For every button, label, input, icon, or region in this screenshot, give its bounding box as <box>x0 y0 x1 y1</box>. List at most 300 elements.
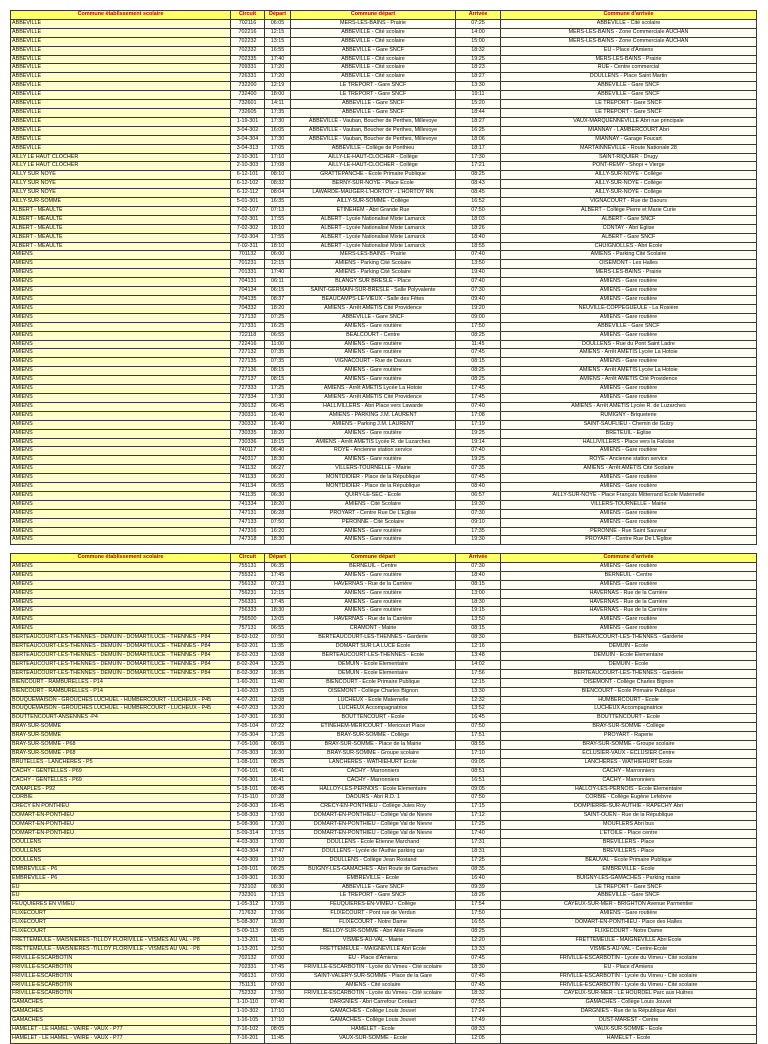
arrival-time-cell: 07:55 <box>456 999 501 1008</box>
departure-time-cell: 07:23 <box>265 580 291 589</box>
circuit-cell: 730332 <box>231 420 265 429</box>
arrival-commune-cell: FLIXECOURT - Notre Dame <box>501 928 757 937</box>
arrival-commune-cell: BEAUVAL - Ecole Primaire Publique <box>501 856 757 865</box>
arrival-time-cell: 17:25 <box>456 821 501 830</box>
table-row <box>11 660 757 669</box>
table-row <box>11 296 757 305</box>
departure-commune-cell: ABBEVILLE - Vauban, Boucher de Perthes, Millevoye <box>291 135 456 144</box>
table-row <box>11 919 757 928</box>
table-row <box>11 82 757 91</box>
arrival-time-cell: 14:00 <box>456 28 501 37</box>
table-row <box>11 349 757 358</box>
arrival-commune-cell: BUIGNY-LES-GAMACHES - Parking mairie <box>501 874 757 883</box>
circuit-cell: 3-04-304 <box>231 135 265 144</box>
arrival-commune-cell: ABBEVILLE - Gare SNCF <box>501 91 757 100</box>
departure-time-cell: 08:10 <box>265 171 291 180</box>
arrival-commune-cell: ALBERT - Gare SNCF <box>501 233 757 242</box>
circuit-cell: 756500 <box>231 616 265 625</box>
column-header: Commune d'arrivée <box>501 554 757 563</box>
arrival-time-cell: 19:25 <box>456 456 501 465</box>
departure-time-cell: 18:15 <box>265 438 291 447</box>
arrival-time-cell: 08:15 <box>456 580 501 589</box>
circuit-cell: 741132 <box>231 465 265 474</box>
circuit-cell: 702116 <box>231 19 265 28</box>
table-row <box>11 928 757 937</box>
arrival-time-cell: 17:51 <box>456 732 501 741</box>
circuit-cell: 1-08-101 <box>231 758 265 767</box>
circuit-cell: 1-13-201 <box>231 936 265 945</box>
school-commune-cell: ABBEVILLE <box>11 37 231 46</box>
departure-commune-cell: SAINT-VALERY-SUR-SOMME - Place de la Gare <box>291 972 456 981</box>
circuit-cell: 701331 <box>231 269 265 278</box>
departure-time-cell: 12:15 <box>265 28 291 37</box>
table-row <box>11 741 757 750</box>
departure-commune-cell: AMIENS - Cité Scolaire <box>291 500 456 509</box>
circuit-cell: 2-10-301 <box>231 153 265 162</box>
table-row <box>11 269 757 278</box>
departure-time-cell: 16:40 <box>265 420 291 429</box>
arrival-time-cell: 09:40 <box>456 296 501 305</box>
circuit-cell: 730132 <box>231 402 265 411</box>
arrival-commune-cell: AMIENS - Gare routière <box>501 474 757 483</box>
table-row <box>11 46 757 55</box>
school-commune-cell: BERTEAUCOURT-LES-THENNES - DEMUIN - DOMART/LUCE - THENNES - P84 <box>11 643 231 652</box>
departure-commune-cell: AILLY-LE-HAUT-CLOCHER - Collège <box>291 162 456 171</box>
table-row <box>11 37 757 46</box>
departure-time-cell: 08:41 <box>265 767 291 776</box>
arrival-time-cell: 07:40 <box>456 402 501 411</box>
departure-time-cell: 16:25 <box>265 322 291 331</box>
departure-commune-cell: HAVERNAS - Rue de la Carrière <box>291 616 456 625</box>
arrival-commune-cell: BIENCOURT - Ecole Primaire Publique <box>501 687 757 696</box>
departure-commune-cell: CRAMONT - Mairie <box>291 625 456 634</box>
table-header <box>11 11 757 20</box>
arrival-commune-cell: ABBEVILLE - Gare SNCF <box>501 82 757 91</box>
departure-time-cell: 11:40 <box>265 936 291 945</box>
arrival-commune-cell: DOULLENS - Rue du Pont Saint Ladre <box>501 340 757 349</box>
table-row <box>11 224 757 233</box>
table-row <box>11 518 757 527</box>
departure-time-cell: 17:40 <box>265 269 291 278</box>
arrival-commune-cell: AMIENS - Arrêt AMETIS Cité Scolaire <box>501 465 757 474</box>
school-commune-cell: ABBEVILLE <box>11 46 231 55</box>
circuit-cell: 3-04-313 <box>231 144 265 153</box>
arrival-time-cell: 18:31 <box>456 847 501 856</box>
table-row <box>11 64 757 73</box>
circuit-cell: 747131 <box>231 509 265 518</box>
school-commune-cell: AMIENS <box>11 393 231 402</box>
table-row <box>11 758 757 767</box>
arrival-time-cell: 17:21 <box>456 162 501 171</box>
departure-commune-cell: QUIRY-LE-SEC - Ecole <box>291 491 456 500</box>
arrival-commune-cell: DOMPIERRE-SUR-AUTHIE - RAPECHY Abri <box>501 803 757 812</box>
departure-time-cell: 16:55 <box>265 46 291 55</box>
arrival-time-cell: 07:50 <box>456 723 501 732</box>
arrival-commune-cell: AMIENS - Gare routière <box>501 287 757 296</box>
school-commune-cell: HAMELET - LE HAMEL - VAIRE - VAUX - P77 <box>11 1034 231 1043</box>
column-header: Circuit <box>231 11 265 20</box>
departure-time-cell: 17:40 <box>265 55 291 64</box>
school-commune-cell: AMIENS <box>11 483 231 492</box>
arrival-time-cell: 17:25 <box>456 856 501 865</box>
school-commune-cell: AMIENS <box>11 340 231 349</box>
departure-time-cell: 16:30 <box>265 919 291 928</box>
circuit-cell: 751131 <box>231 981 265 990</box>
circuit-cell: 5-01-301 <box>231 198 265 207</box>
arrival-time-cell: 17:50 <box>456 910 501 919</box>
school-commune-cell: AMIENS <box>11 500 231 509</box>
school-commune-cell: AMIENS <box>11 429 231 438</box>
arrival-time-cell: 13:50 <box>456 260 501 269</box>
school-commune-cell: ABBEVILLE <box>11 126 231 135</box>
departure-time-cell: 17:25 <box>265 732 291 741</box>
table-row <box>11 669 757 678</box>
table-row <box>11 1017 757 1026</box>
table-row <box>11 402 757 411</box>
departure-commune-cell: AMIENS - Gare routière <box>291 429 456 438</box>
arrival-commune-cell: CORBIE - Collège Eugène Lefebvre <box>501 794 757 803</box>
circuit-cell: 8-02-302 <box>231 669 265 678</box>
circuit-cell: 1-09-101 <box>231 865 265 874</box>
table-row <box>11 456 757 465</box>
departure-time-cell: 08:25 <box>265 865 291 874</box>
arrival-time-cell: 11:45 <box>456 340 501 349</box>
table-row <box>11 171 757 180</box>
school-commune-cell: FRIVILLE-ESCARBOTIN <box>11 963 231 972</box>
departure-commune-cell: BLANGY SUR BRESLE - Place <box>291 278 456 287</box>
arrival-time-cell: 17:45 <box>456 393 501 402</box>
circuit-cell: 2-10-303 <box>231 162 265 171</box>
arrival-time-cell: 07:35 <box>456 465 501 474</box>
school-commune-cell: AMIENS <box>11 598 231 607</box>
departure-time-cell: 18:00 <box>265 91 291 100</box>
arrival-commune-cell: AMIENS - Gare routière <box>501 313 757 322</box>
table-row <box>11 901 757 910</box>
school-commune-cell: AMIENS <box>11 465 231 474</box>
departure-time-cell: 18:10 <box>265 242 291 251</box>
circuit-cell: 7-05-304 <box>231 732 265 741</box>
departure-commune-cell: GAMACHES - Collège Louis Jouvet <box>291 1017 456 1026</box>
circuit-cell: 4-03-303 <box>231 839 265 848</box>
schedule-grid <box>10 10 757 545</box>
arrival-commune-cell: EMBREVILLE - Ecole <box>501 865 757 874</box>
arrival-time-cell: 13:48 <box>456 651 501 660</box>
table-row <box>11 500 757 509</box>
school-commune-cell: BOUQUEMAISON - GROUCHES LUCHUEL - HUMBERCOURT - LUCHEUX - P45 <box>11 705 231 714</box>
departure-commune-cell: ALBERT - Lycée Nationalisé Mixte Lamarck <box>291 242 456 251</box>
departure-time-cell: 16:05 <box>265 126 291 135</box>
arrival-commune-cell: MERS-LES-BAINS - Zone Commerciale AUCHAN <box>501 28 757 37</box>
departure-commune-cell: ABBEVILLE - Cité scolaire <box>291 28 456 37</box>
table-row <box>11 144 757 153</box>
arrival-time-cell: 19:30 <box>456 536 501 545</box>
table-row <box>11 206 757 215</box>
table-row <box>11 393 757 402</box>
table-row <box>11 972 757 981</box>
arrival-commune-cell: HAMELET - Ecole <box>501 1034 757 1043</box>
arrival-commune-cell: VAUX-MARQUENNEVILLE Abri rue principale <box>501 117 757 126</box>
school-commune-cell: FRIVILLE-ESCARBOTIN <box>11 954 231 963</box>
arrival-time-cell: 09:10 <box>456 518 501 527</box>
arrival-time-cell: 17:40 <box>456 830 501 839</box>
departure-commune-cell: AMIENS - Cité scolaire <box>291 981 456 990</box>
departure-commune-cell: BERNY-SUR-NOYE - Place Ecole <box>291 180 456 189</box>
school-commune-cell: BRAY-SUR-SOMME - P68 <box>11 749 231 758</box>
arrival-time-cell: 07:45 <box>456 972 501 981</box>
departure-time-cell: 07:13 <box>265 206 291 215</box>
school-commune-cell: AMIENS <box>11 491 231 500</box>
school-commune-cell: ABBEVILLE <box>11 135 231 144</box>
arrival-commune-cell: AMIENS - Gare routière <box>501 331 757 340</box>
circuit-cell: 1-60-201 <box>231 678 265 687</box>
circuit-cell: 1-10-302 <box>231 1008 265 1017</box>
column-header: Commune départ <box>291 554 456 563</box>
arrival-commune-cell: DOULLENS - Place Saint Martin <box>501 73 757 82</box>
departure-commune-cell: HAMELET - Ecole <box>291 1026 456 1035</box>
table-row <box>11 358 757 367</box>
arrival-commune-cell: AMIENS - Arrêt AMETIS Lycée La Hotoie <box>501 367 757 376</box>
school-commune-cell: AMIENS <box>11 571 231 580</box>
school-commune-cell: AMIENS <box>11 509 231 518</box>
school-commune-cell: AMIENS <box>11 536 231 545</box>
school-commune-cell: AMIENS <box>11 607 231 616</box>
arrival-time-cell: 17:50 <box>456 322 501 331</box>
circuit-cell: 732102 <box>231 883 265 892</box>
departure-commune-cell: AMIENS - Gare routière <box>291 340 456 349</box>
circuit-cell: 1-19-301 <box>231 117 265 126</box>
departure-time-cell: 18:20 <box>265 500 291 509</box>
arrival-time-cell: 18:40 <box>456 233 501 242</box>
table-row <box>11 999 757 1008</box>
departure-commune-cell: BERTEAUCOURT-LES-THENNES - Ecole <box>291 651 456 660</box>
arrival-commune-cell: ALBERT - Gare SNCF <box>501 215 757 224</box>
school-commune-cell: ABBEVILLE <box>11 19 231 28</box>
departure-commune-cell: CRECY-EN-PONTHIEU - Collège Jules Roy <box>291 803 456 812</box>
table-row <box>11 892 757 901</box>
school-commune-cell: CORBIE <box>11 794 231 803</box>
school-commune-cell: BERTEAUCOURT-LES-THENNES - DEMUIN - DOMART/LUCE - THENNES - P84 <box>11 651 231 660</box>
school-commune-cell: ABBEVILLE <box>11 55 231 64</box>
arrival-commune-cell: DEMUIN - Ecole Elementaire <box>501 651 757 660</box>
departure-commune-cell: AMIENS - Gare routière <box>291 571 456 580</box>
circuit-cell: 7-15-110 <box>231 794 265 803</box>
departure-time-cell: 17:05 <box>265 144 291 153</box>
departure-commune-cell: MERS-LES-BAINS - Prairie <box>291 251 456 260</box>
arrival-time-cell: 09:05 <box>456 785 501 794</box>
circuit-cell: 704332 <box>231 304 265 313</box>
column-header: Circuit <box>231 554 265 563</box>
arrival-commune-cell: BERTEAUCOURT-LES-THENNES - Garderie <box>501 669 757 678</box>
school-commune-cell: BRAY-SUR-SOMME <box>11 723 231 732</box>
table-row <box>11 651 757 660</box>
circuit-cell: 741135 <box>231 491 265 500</box>
circuit-cell: 7-05-106 <box>231 741 265 750</box>
arrival-time-cell: 19:14 <box>456 438 501 447</box>
arrival-commune-cell: FRIVILLE-ESCARBOTIN - Lycée du Vimeu - Cité scolaire <box>501 954 757 963</box>
table-row <box>11 598 757 607</box>
arrival-commune-cell: AMIENS - Gare routière <box>501 910 757 919</box>
arrival-commune-cell: AMIENS - Gare routière <box>501 625 757 634</box>
departure-time-cell: 08:32 <box>265 180 291 189</box>
departure-commune-cell: LAWARDE-MAUGER-L'HORTOY - L'HORTOY RN <box>291 189 456 198</box>
departure-commune-cell: FEUQUIERES-EN-VIMEU - Collège <box>291 901 456 910</box>
table-row <box>11 571 757 580</box>
circuit-cell: 704134 <box>231 287 265 296</box>
arrival-time-cell: 13:30 <box>456 687 501 696</box>
table-row <box>11 981 757 990</box>
departure-commune-cell: AILLY-SUR-SOMME - Collège <box>291 198 456 207</box>
table-row <box>11 785 757 794</box>
departure-commune-cell: BUIGNY-LES-GAMACHES - Abri Route de Gamaches <box>291 865 456 874</box>
circuit-cell: 717132 <box>231 313 265 322</box>
arrival-time-cell: 18:03 <box>456 215 501 224</box>
arrival-commune-cell: LE TREPORT - Gare SNCF <box>501 100 757 109</box>
departure-time-cell: 13:20 <box>265 705 291 714</box>
school-commune-cell: BIENCOURT - RAMBURELLES - P14 <box>11 678 231 687</box>
departure-time-cell: 07:22 <box>265 723 291 732</box>
school-commune-cell: AILLY SUR NOYE <box>11 171 231 180</box>
circuit-cell: 2-08-303 <box>231 803 265 812</box>
departure-commune-cell: BEALCOURT - Centre <box>291 331 456 340</box>
table-row <box>11 313 757 322</box>
table-row <box>11 233 757 242</box>
table-row <box>11 527 757 536</box>
departure-commune-cell: AMIENS - Gare routière <box>291 322 456 331</box>
circuit-cell: 8-02-102 <box>231 634 265 643</box>
circuit-cell: 756231 <box>231 589 265 598</box>
departure-commune-cell: ALBERT - Lycée Nationalisé Mixte Lamarck <box>291 233 456 242</box>
table-row <box>11 215 757 224</box>
departure-time-cell: 17:45 <box>265 571 291 580</box>
arrival-time-cell: 17:30 <box>456 153 501 162</box>
school-commune-cell: AMIENS <box>11 385 231 394</box>
departure-commune-cell: VAUX-SUR-SOMME - Ecole <box>291 1034 456 1043</box>
arrival-commune-cell: MIANNAY - Garage Foucart <box>501 135 757 144</box>
departure-commune-cell: AMIENS - Arrêt AMETIS Lycée La Hotoie <box>291 385 456 394</box>
circuit-cell: 8-02-203 <box>231 651 265 660</box>
arrival-commune-cell: AMIENS - Arrêt AMETIS Lycée La Hotoie <box>501 349 757 358</box>
table-row <box>11 776 757 785</box>
departure-commune-cell: OISEMONT - Collège Charles Bignon <box>291 687 456 696</box>
circuit-cell: 3-04-302 <box>231 126 265 135</box>
departure-commune-cell: AMIENS - Arrêt AMETIS Lycée R. de Luzarches <box>291 438 456 447</box>
arrival-time-cell: 12:16 <box>456 643 501 652</box>
arrival-commune-cell: EU - Place d'Amiens <box>501 963 757 972</box>
school-commune-cell: AMIENS <box>11 616 231 625</box>
departure-time-cell: 07:00 <box>265 954 291 963</box>
arrival-time-cell: 17:31 <box>456 839 501 848</box>
school-commune-cell: FRETTEMEULE - MAISNIERES -TILLOY FLORIVILLE - VISMES AU VAL - P8 <box>11 945 231 954</box>
departure-time-cell: 18:20 <box>265 304 291 313</box>
table-row <box>11 1026 757 1035</box>
circuit-cell: 747318 <box>231 536 265 545</box>
departure-commune-cell: VILLERS-TOURNELLE - Mairie <box>291 465 456 474</box>
departure-time-cell: 17:45 <box>265 598 291 607</box>
arrival-time-cell: 08:33 <box>456 1026 501 1035</box>
table-row <box>11 687 757 696</box>
departure-time-cell: 11:00 <box>265 340 291 349</box>
departure-time-cell: 17:10 <box>265 856 291 865</box>
table-row <box>11 509 757 518</box>
departure-time-cell: 08:05 <box>265 741 291 750</box>
table-row <box>11 251 757 260</box>
arrival-commune-cell: BREVILLERS - Place <box>501 839 757 848</box>
arrival-time-cell: 07:45 <box>456 954 501 963</box>
departure-time-cell: 16:45 <box>265 803 291 812</box>
arrival-commune-cell: DEMUIN - Ecole <box>501 643 757 652</box>
departure-time-cell: 07:25 <box>265 313 291 322</box>
school-commune-cell: BOUQUEMAISON - GROUCHES LUCHUEL - HUMBERCOURT - LUCHEUX - P45 <box>11 696 231 705</box>
school-commune-cell: FRETTEMEULE - MAISNIERES -TILLOY FLORIVILLE - VISMES AU VAL - P8 <box>11 936 231 945</box>
departure-commune-cell: DEMUIN - Ecole Elementaire <box>291 660 456 669</box>
departure-time-cell: 06:55 <box>265 483 291 492</box>
table-row <box>11 1008 757 1017</box>
arrival-commune-cell: VIGNACOURT - Rue de Daours <box>501 198 757 207</box>
table-row <box>11 28 757 37</box>
table-row <box>11 367 757 376</box>
departure-time-cell: 16:30 <box>265 749 291 758</box>
table-row <box>11 963 757 972</box>
departure-commune-cell: DOMART-EN-PONTHIEU - Collège Val de Nievre <box>291 812 456 821</box>
arrival-commune-cell: LUCHEUX Accompagnatrice <box>501 705 757 714</box>
departure-time-cell: 17:10 <box>265 1008 291 1017</box>
arrival-commune-cell: BRAY-SUR-SOMME - Collège <box>501 723 757 732</box>
arrival-commune-cell: ABBEVILLE - Gare SNCF <box>501 322 757 331</box>
departure-time-cell: 17:00 <box>265 839 291 848</box>
circuit-cell: 7-02-311 <box>231 242 265 251</box>
circuit-cell: 6-12-102 <box>231 180 265 189</box>
circuit-cell: 7-02-107 <box>231 206 265 215</box>
table-body <box>11 19 757 544</box>
arrival-time-cell: 18:26 <box>456 892 501 901</box>
arrival-commune-cell: AMIENS - Gare routière <box>501 447 757 456</box>
arrival-commune-cell: AILLY-SUR-NOYE - Collège <box>501 180 757 189</box>
school-commune-cell: EU <box>11 892 231 901</box>
circuit-cell: 732400 <box>231 91 265 100</box>
school-commune-cell: EMBREVILLE - P6 <box>11 865 231 874</box>
school-commune-cell: EU <box>11 883 231 892</box>
arrival-time-cell: 12:20 <box>456 936 501 945</box>
departure-time-cell: 08:15 <box>265 376 291 385</box>
school-commune-cell: AMIENS <box>11 589 231 598</box>
table-body <box>11 562 757 1043</box>
circuit-cell: 8-02-201 <box>231 643 265 652</box>
column-header: Arrivée <box>456 554 501 563</box>
departure-time-cell: 13:05 <box>265 687 291 696</box>
departure-commune-cell: ABBEVILLE - Gare SNCF <box>291 100 456 109</box>
school-commune-cell: BRUTELLES - LANCHERES - P5 <box>11 758 231 767</box>
table-row <box>11 474 757 483</box>
arrival-commune-cell: AILLY-SUR-NOYE - Collège <box>501 171 757 180</box>
school-commune-cell: AILLY SUR NOYE <box>11 180 231 189</box>
table-row <box>11 287 757 296</box>
arrival-time-cell: 18:32 <box>456 990 501 999</box>
arrival-time-cell: 12:05 <box>456 1034 501 1043</box>
arrival-time-cell: 17:35 <box>456 527 501 536</box>
departure-commune-cell: VIGNACOURT - Rue de Daours <box>291 358 456 367</box>
departure-time-cell: 13:05 <box>265 616 291 625</box>
departure-time-cell: 17:15 <box>265 830 291 839</box>
departure-time-cell: 06:11 <box>265 278 291 287</box>
arrival-time-cell: 08:30 <box>456 634 501 643</box>
school-commune-cell: BIENCOURT - RAMBURELLES - P14 <box>11 687 231 696</box>
circuit-cell: 727333 <box>231 385 265 394</box>
arrival-time-cell: 06:57 <box>456 491 501 500</box>
arrival-time-cell: 16:55 <box>456 919 501 928</box>
departure-commune-cell: LANCHERES - WATHIEHURT Ecole <box>291 758 456 767</box>
departure-time-cell: 08:05 <box>265 928 291 937</box>
arrival-commune-cell: FRIVILLE-ESCARBOTIN - Lycée du Vimeu - Cité scolaire <box>501 981 757 990</box>
